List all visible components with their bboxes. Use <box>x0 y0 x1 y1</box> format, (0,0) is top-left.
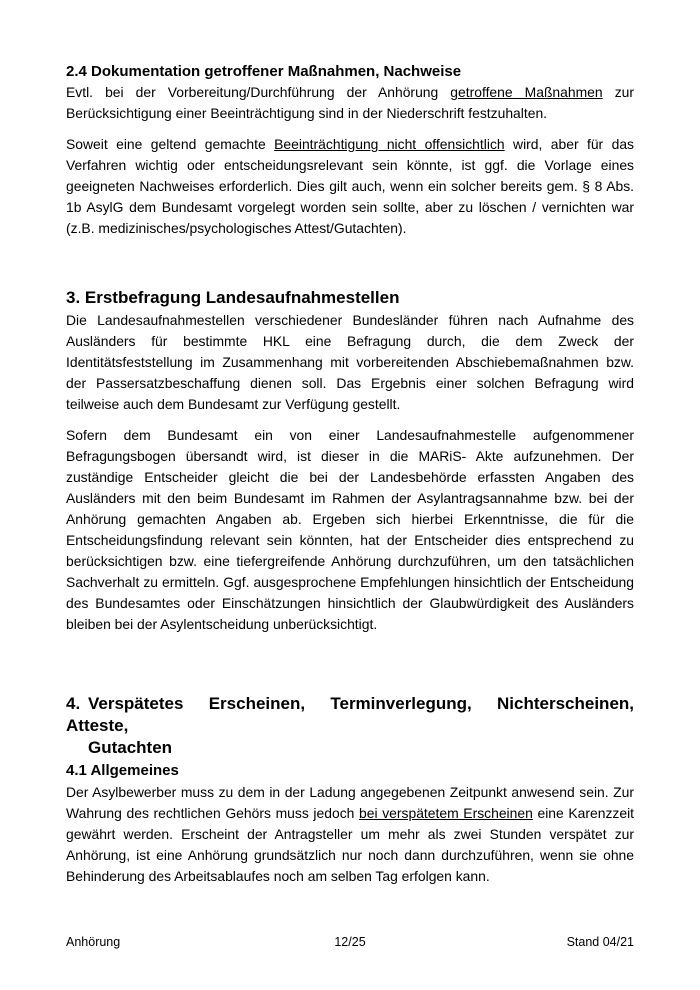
section-4-1-heading: 4.1 Allgemeines <box>66 762 179 779</box>
section-4-title-part-2: Gutachten <box>88 738 173 757</box>
section-4-heading <box>66 693 634 759</box>
text-run: Der Asylbewerber muss zu dem in der Ladung angegebenen Zeitpunkt anwesend sein. Zur Wahrung des rechtlichen Gehörs muss jedoch <box>66 784 634 821</box>
footer-version-date: Stand 04/21 <box>566 935 634 949</box>
underlined-term: bei verspätetem Erscheinen <box>359 805 533 821</box>
page-footer <box>66 934 634 950</box>
section-3-heading: 3. Erstbefragung Landesaufnahmestellen <box>66 288 400 307</box>
document-body <box>66 62 634 887</box>
text-run: zur Berücksichtigung einer Beeinträchtigung sind in der Niederschrift festzuhalten. <box>66 84 634 121</box>
text-run: eine Karenzzeit gewährt werden. Erscheint der Antragsteller um mehr als zwei Stunden verspätet zur Anhörung, ist eine Anhörung grundsätzlich nur noch dann durchzuführen, wenn sie ohne Behinderung des Arbeitsablaufes noch am selben Tag erfolgen kann. <box>66 805 635 884</box>
text-run: wird, aber für das Verfahren wichtig oder entscheidungsrelevant sein könnte, ist ggf. die Vorlage eines geeigneten Nachweises erforderlich. Dies gilt auch, wenn ein solcher bereits gem. § 8 Abs. 1b AsylG dem Bundesamt vorgelegt worden sein sollte, aber zu löschen / vernichten war (z.B. medizinisches/psychologisches Attest/Gutachten). <box>66 136 634 236</box>
text-run: Evtl. bei der Vorbereitung/Durchführung der Anhörung <box>66 84 451 100</box>
section-4-1-paragraph-1 <box>66 782 634 887</box>
footer-document-title: Anhörung <box>66 935 121 949</box>
section-3-paragraph-2: Sofern dem Bundesamt ein von einer Landesaufnahmestelle aufgenommener Befragungsbogen übersandt wird, ist dieser in die MARiS- Akte aufzunehmen. Der zuständige Entscheider gleicht die bei der Landesbehörde erfassten Angaben des Ausländers mit den beim Bundesamt im Rahmen der Asylantragsannahme bzw. bei der Anhörung gemachten Angaben ab. Ergeben sich hierbei Erkenntnisse, die für die Entscheidungsfindung relevant sein könnten, hat der Entscheider dies entsprechend zu berücksichtigen bzw. eine tiefergreifende Anhörung durchzuführen, um den tatsächlichen Sachverhalt zu ermitteln. Ggf. ausgesprochene Empfehlungen hinsichtlich der Entscheidung des Bundesamtes oder Einschätzungen hinsichtlich der Glaubwürdigkeit des Ausländers bleiben bei der Asylentscheidung unberücksichtigt. <box>66 427 634 632</box>
section-2-4-paragraph-2 <box>66 134 634 239</box>
underlined-term: getroffene Maßnahmen <box>450 84 603 100</box>
footer-page-number: 12/25 <box>334 935 366 949</box>
section-4-title-part-1: Verspätetes Erscheinen, Terminverlegung, Nichterscheinen, Atteste, <box>66 694 634 735</box>
section-2-4-heading: 2.4 Dokumentation getroffener Maßnahmen, Nachweise <box>66 63 462 80</box>
section-4-heading-line-1 <box>66 693 634 737</box>
section-2-4-paragraph-1 <box>66 82 634 124</box>
section-4-number: 4. <box>66 694 81 713</box>
text-run: Soweit eine geltend gemachte <box>66 136 275 152</box>
underlined-term: Beeinträchtigung nicht offensichtlich <box>274 136 505 152</box>
section-3-paragraph-1: Die Landesaufnahmestellen verschiedener Bundesländer führen nach Aufnahme des Ausländers für bestimmte HKL eine Befragung durch, die dem Zweck der Identitätsfeststellung im Zusammenhang mit vorbereitenden Abschiebemaßnahmen bzw. der Passersatzbeschaffung dienen soll. Das Ergebnis einer solchen Befragung wird teilweise auch dem Bundesamt zur Verfügung gestellt. <box>66 312 634 412</box>
